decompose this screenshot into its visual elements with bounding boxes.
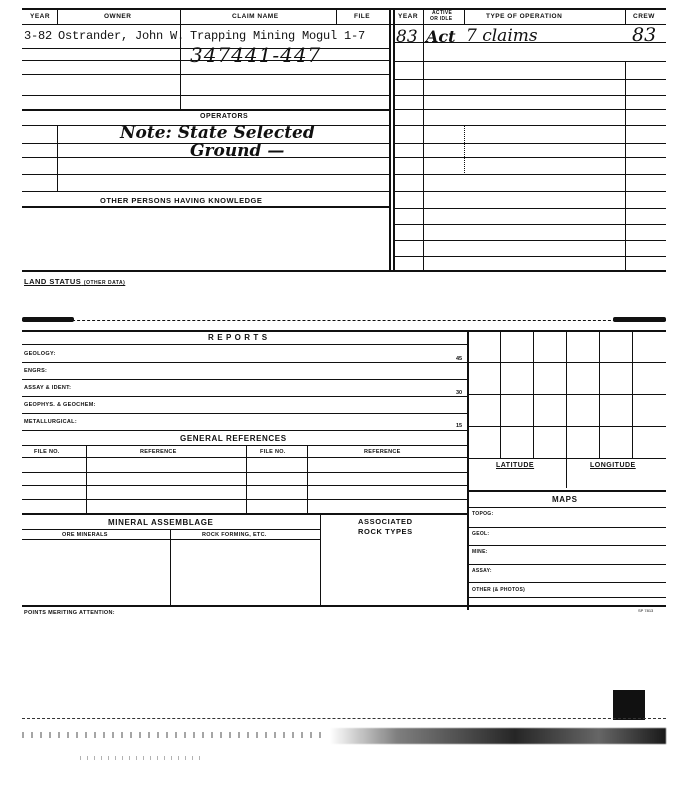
scan-edge-line (22, 718, 666, 719)
header-type-of-operation: TYPE OF OPERATION (486, 13, 563, 20)
scan-mark-block (613, 690, 645, 720)
ref-file-no-1: FILE NO. (34, 449, 60, 455)
scan-noise-band (330, 728, 666, 744)
maps-topog: TOPOG: (472, 511, 494, 517)
header-year: YEAR (30, 13, 51, 20)
header-crew: CREW (633, 13, 655, 20)
associated-rock-types-1: ASSOCIATED (358, 517, 413, 526)
associated-rock-types-2: ROCK TYPES (358, 527, 413, 536)
row1-file-number: 347441-447 (190, 43, 322, 67)
row1-year-right: 83 (396, 27, 418, 47)
row1-active-or-idle: Act (426, 27, 456, 46)
row1-claim-name: Trapping Mining Mogul 1-7 (190, 29, 366, 43)
reports-assay: ASSAY & IDENT: (24, 385, 72, 391)
maps-geol: GEOL: (472, 531, 490, 537)
ref-file-no-2: FILE NO. (260, 449, 286, 455)
general-references-title: GENERAL REFERENCES (180, 434, 287, 443)
scan-noise-dots-2 (80, 756, 200, 760)
row1-owner: Ostrander, John W. (58, 29, 185, 43)
reports-geology: GEOLOGY: (24, 351, 56, 357)
mineral-assemblage-title: MINERAL ASSEMBLAGE (108, 518, 214, 527)
header-or-idle: OR IDLE (430, 16, 453, 22)
maps-assay: ASSAY: (472, 568, 492, 574)
maps-other: OTHER (& PHOTOS) (472, 587, 526, 593)
maps-title: MAPS (552, 495, 578, 504)
header-claim-name: CLAIM NAME (232, 13, 279, 20)
maps-mine: MINE: (472, 549, 488, 555)
points-meriting-attention: POINTS MERITING ATTENTION: (24, 610, 115, 616)
scan-noise-dots (22, 732, 322, 738)
reports-assay-num: 30 (456, 390, 463, 396)
form-code: SP 7813 (638, 608, 654, 613)
latitude-label: LATITUDE (496, 462, 535, 469)
longitude-label: LONGITUDE (590, 462, 636, 469)
operators-note-line2: Ground — (190, 141, 285, 161)
ore-minerals-header: ORE MINERALS (62, 532, 108, 538)
ref-reference-1: REFERENCE (140, 449, 177, 455)
header-file: FILE (354, 13, 371, 20)
reports-metallurgical: METALLURGICAL: (24, 419, 77, 425)
rock-forming-header: ROCK FORMING, ETC. (202, 532, 267, 538)
land-status-sub: (OTHER DATA) (83, 280, 126, 286)
reports-geophys: GEOPHYS. & GEOCHEM: (24, 402, 96, 408)
land-status-label (24, 277, 125, 286)
reports-metallurgical-num: 15 (456, 423, 463, 429)
operators-label: OPERATORS (200, 113, 249, 120)
land-status-title: LAND STATUS (24, 277, 82, 286)
other-persons-label: OTHER PERSONS HAVING KNOWLEDGE (100, 196, 263, 205)
row1-year: 3-82 (24, 29, 53, 43)
header-owner: OWNER (104, 13, 132, 20)
operators-note-line1: Note: State Selected (120, 123, 315, 143)
reports-geology-num: 45 (456, 356, 463, 362)
header-active: ACTIVE (432, 10, 453, 16)
row1-crew: 83 (632, 24, 657, 46)
ref-reference-2: REFERENCE (364, 449, 401, 455)
reports-engrs: ENGRS: (24, 368, 48, 374)
reports-title: R E P O R T S (208, 333, 268, 342)
row1-type-of-operation: 7 claims (466, 26, 538, 46)
header-year-right: YEAR (398, 13, 419, 20)
